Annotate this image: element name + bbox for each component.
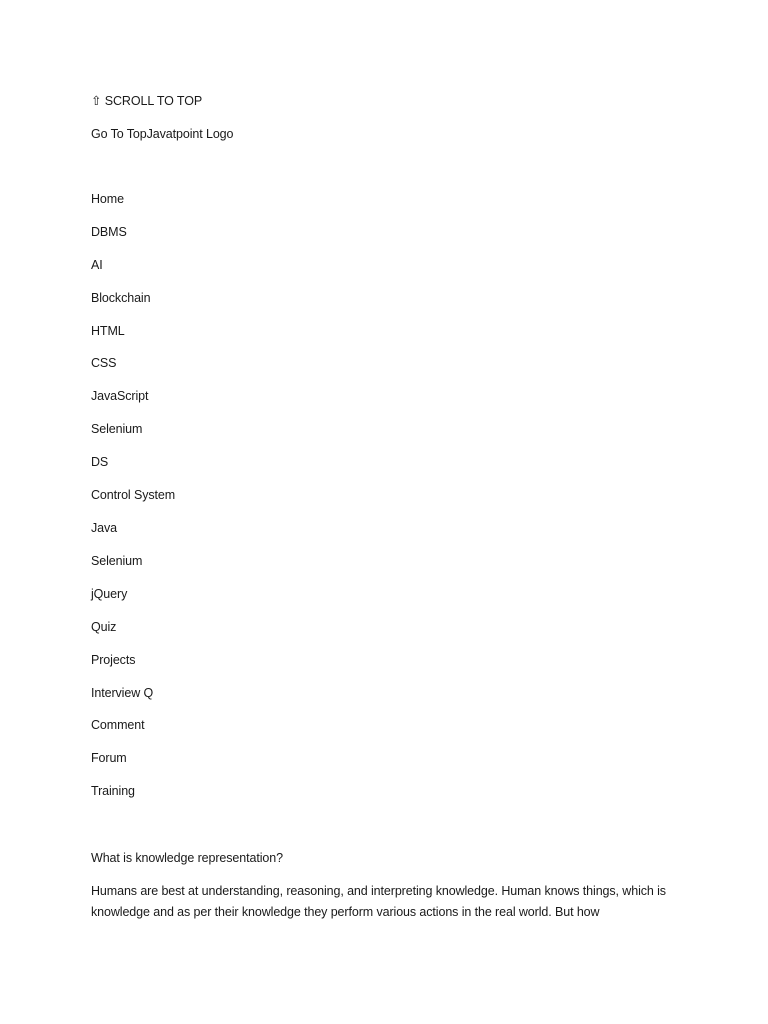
article-paragraph: Humans are best at understanding, reasoning, and interpreting knowledge. Human knows things, which is knowledge and as per their knowledge they perform various actions in the real world. But how (91, 884, 666, 919)
nav-item-ds[interactable]: DS (91, 455, 109, 469)
nav-item-projects[interactable]: Projects (91, 653, 136, 667)
nav-item-java[interactable]: Java (91, 521, 118, 535)
nav-item-control-system[interactable]: Control System (91, 488, 176, 502)
nav-item-forum[interactable]: Forum (91, 751, 127, 765)
nav-item-interview-q[interactable]: Interview Q (91, 686, 154, 700)
go-to-top-logo-link[interactable]: Go To TopJavatpoint Logo (91, 127, 234, 141)
nav-item-jquery[interactable]: jQuery (91, 587, 128, 601)
nav-item-blockchain[interactable]: Blockchain (91, 291, 151, 305)
nav-item-selenium-2[interactable]: Selenium (91, 554, 143, 568)
nav-item-ai[interactable]: AI (91, 258, 103, 272)
nav-item-html[interactable]: HTML (91, 324, 125, 338)
nav-item-css[interactable]: CSS (91, 356, 117, 370)
scroll-to-top-link[interactable]: ⇧ SCROLL TO TOP (91, 94, 203, 108)
article-heading: What is knowledge representation? (91, 851, 283, 865)
nav-item-quiz[interactable]: Quiz (91, 620, 117, 634)
nav-item-selenium[interactable]: Selenium (91, 422, 143, 436)
nav-item-comment[interactable]: Comment (91, 718, 145, 732)
nav-item-training[interactable]: Training (91, 784, 135, 798)
nav-item-dbms[interactable]: DBMS (91, 225, 127, 239)
nav-item-javascript[interactable]: JavaScript (91, 389, 149, 403)
nav-item-home[interactable]: Home (91, 192, 124, 206)
